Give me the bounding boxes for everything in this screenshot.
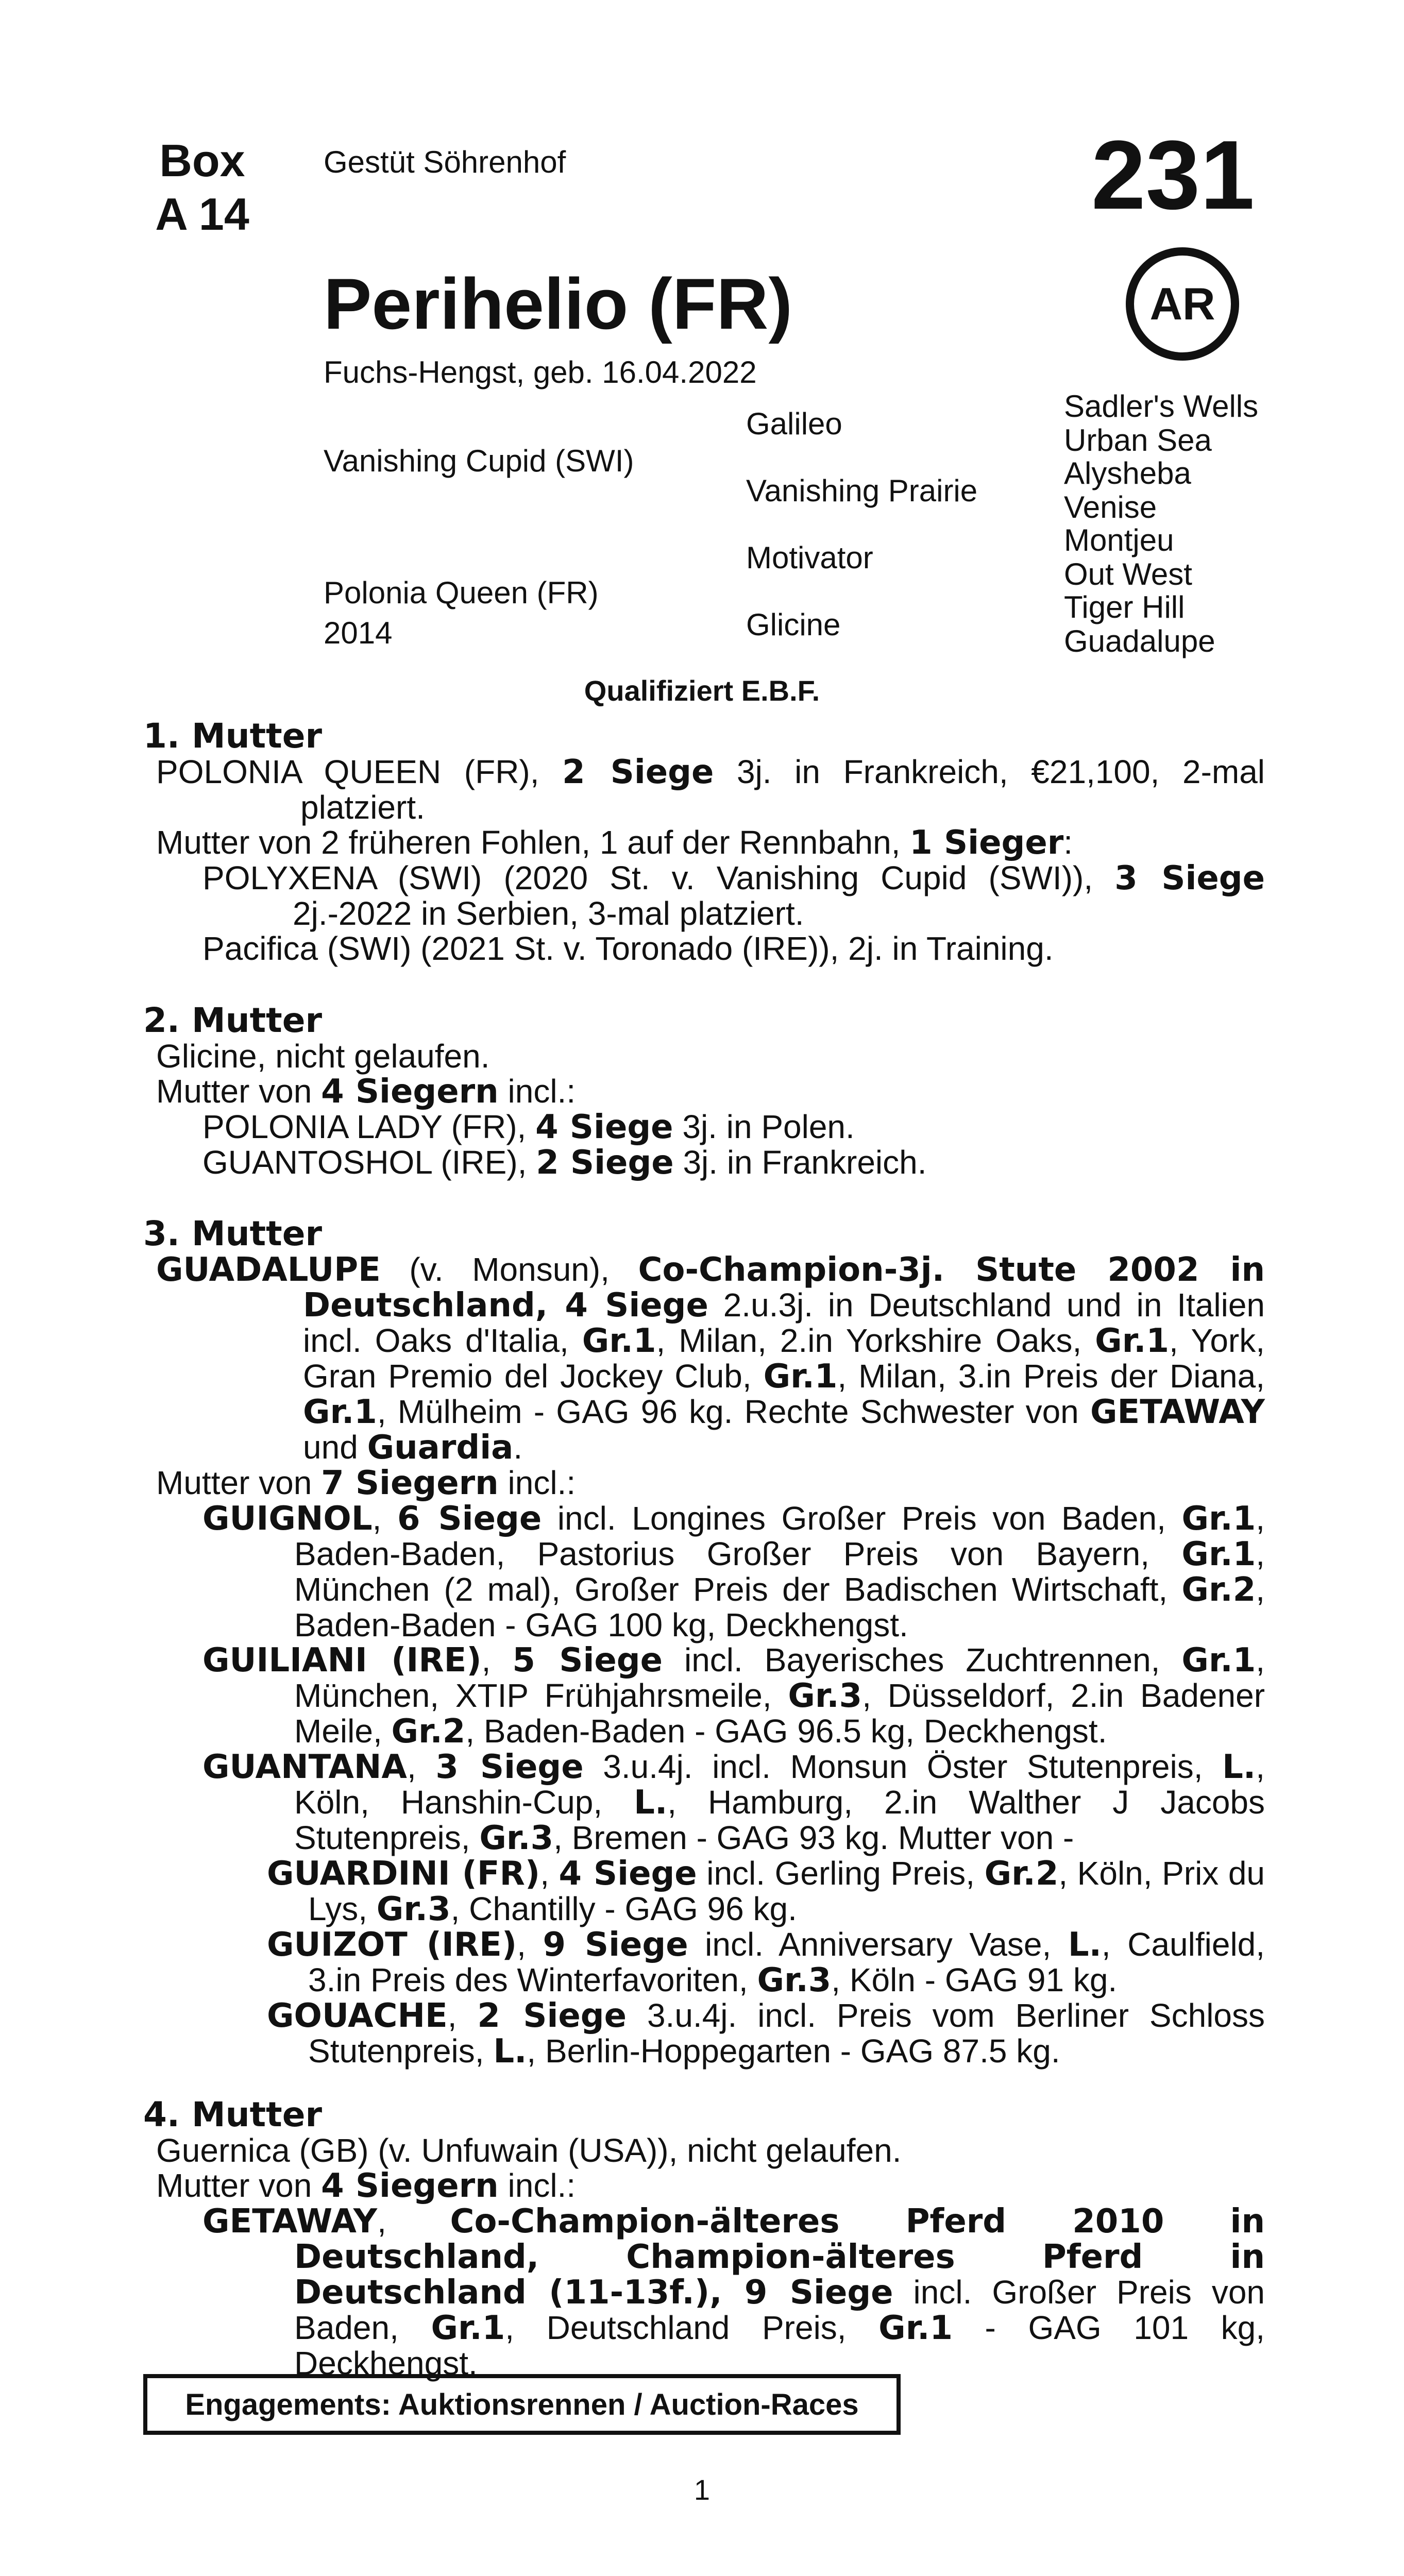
guizot-text-2: , Caulfield, 3.in Preis des Winterfavoriten, — [308, 1926, 1265, 1998]
dam3-produce-text: Mutter von — [156, 1464, 322, 1501]
dam2-produce-winners: 4 Siegern — [321, 1073, 499, 1111]
dam3-main-text-7: . — [513, 1429, 523, 1466]
guignol-text-3: , München (2 mal), Großer Preis der Badischen Wirtschaft, — [294, 1535, 1265, 1608]
guignol-text-4: , Baden-Baden - GAG 100 kg, Deckhengst. — [294, 1571, 1265, 1643]
guardini-text-2: , Köln, Prix du Lys, — [308, 1855, 1265, 1927]
dam4-produce-incl: incl.: — [498, 2167, 576, 2204]
guantana-grade-2: L. — [634, 1784, 668, 1822]
dam3-foal-guantana — [143, 1749, 1265, 1856]
guardini-grade-2: Gr.3 — [376, 1890, 451, 1928]
dam1-section — [143, 718, 1265, 966]
pedigree-dam-dam: Glicine — [746, 607, 841, 642]
guignol-wins: 6 Siege — [397, 1500, 542, 1538]
guantana-grade-3: Gr.3 — [479, 1819, 554, 1857]
guardini-text-1: incl. Gerling Preis, — [697, 1855, 985, 1892]
guizot-text-1: incl. Anniversary Vase, — [688, 1926, 1068, 1963]
guiliani-grade-1: Gr.1 — [1181, 1641, 1256, 1680]
dam3-foal-guignol — [143, 1501, 1265, 1642]
guardini-grade-1: Gr.2 — [984, 1855, 1059, 1893]
guiliani-text-1: incl. Bayerisches Zuchtrennen, — [663, 1641, 1182, 1679]
dam1-main-wins: 2 Siege — [562, 753, 714, 791]
guardini-text-0: , — [540, 1855, 559, 1892]
box-label-text: Box — [159, 135, 245, 186]
guizot-wins: 9 Siege — [543, 1926, 688, 1964]
engagements-text: Engagements: Auktionsrennen / Auction-Races — [185, 2387, 859, 2421]
dam3-main-text-4: , Milan, 3.in Preis der Diana, — [837, 1358, 1265, 1395]
dam1-foal-2: Pacifica (SWI) (2021 St. v. Toronado (IRE)), 2j. in Training. — [202, 930, 1054, 967]
dam3-produce — [143, 1465, 1265, 1501]
gouache-text-0: , — [447, 1997, 478, 2034]
dam4-heading: 4. Mutter — [143, 2095, 323, 2134]
pedigree-sire-sire: Galileo — [746, 406, 842, 441]
guizot-text-3: , Köln - GAG 91 kg. — [831, 1961, 1118, 1998]
guardini-wins: 4 Siege — [559, 1855, 697, 1893]
dam3-main-sibling-1: GETAWAY — [1090, 1393, 1265, 1431]
dam4-produce-text: Mutter von — [156, 2167, 322, 2204]
dam2-foal-2-name: GUANTOSHOL (IRE), — [202, 1144, 536, 1181]
guizot-text-0: , — [517, 1926, 543, 1963]
guizot-grade-2: Gr.3 — [757, 1961, 832, 1999]
dam3-produce-incl: incl.: — [498, 1464, 576, 1501]
guizot-name: GUIZOT (IRE) — [267, 1926, 517, 1964]
dam3-main-name: GUADALUPE — [156, 1251, 381, 1289]
dam2-foal-1-name: POLONIA LADY (FR), — [202, 1108, 536, 1145]
getaway-name: GETAWAY — [202, 2202, 378, 2241]
guantana-text-4: , Bremen - GAG 93 kg. Mutter von - — [553, 1819, 1074, 1856]
dam2-produce — [143, 1074, 1265, 1109]
box-label — [155, 134, 250, 241]
dam1-produce — [143, 825, 1265, 860]
guignol-grade-2: Gr.1 — [1181, 1535, 1256, 1573]
dam1-produce-winners: 1 Sieger — [909, 824, 1064, 862]
guiliani-grade-3: Gr.2 — [391, 1713, 466, 1751]
dam2-foal-1-wins: 4 Siege — [535, 1108, 673, 1146]
guiliani-text-2: , München, XTIP Frühjahrsmeile, — [294, 1641, 1265, 1714]
dam4-main: Guernica (GB) (v. Unfuwain (USA)), nicht gelaufen. — [156, 2132, 902, 2169]
dam1-main-rest: 3j. in Frankreich, €21,100, 2-mal platziert. — [300, 753, 1265, 826]
dam3-foal-guardini — [143, 1856, 1265, 1927]
dam2-produce-text: Mutter von — [156, 1073, 322, 1110]
guignol-text-2: , Baden-Baden, Pastorius Großer Preis von Bayern, — [294, 1500, 1265, 1572]
dam4-section — [143, 2097, 1265, 2381]
dam3-main-grade-2: Gr.1 — [1095, 1322, 1169, 1360]
pedigree-dam: Polonia Queen (FR) — [324, 575, 599, 610]
guantana-text-2: , Köln, Hanshin-Cup, — [294, 1748, 1265, 1821]
dam4-foal-getaway — [143, 2204, 1265, 2381]
dam3-foal-gouache — [143, 1998, 1265, 2069]
pedigree-ggen-8: Guadalupe — [1064, 624, 1215, 658]
guiliani-grade-2: Gr.3 — [788, 1677, 862, 1715]
dam2-main: Glicine, nicht gelaufen. — [156, 1038, 490, 1075]
guantana-name: GUANTANA — [202, 1748, 407, 1786]
pedigree-ggen-7: Tiger Hill — [1064, 590, 1185, 624]
dam1-foal-1-name: POLYXENA (SWI) (2020 St. v. Vanishing Cupid (SWI)), — [202, 859, 1115, 896]
gouache-text-2: , Berlin-Hoppegarten - GAG 87.5 kg. — [527, 2032, 1060, 2070]
dam2-foal-1-rest: 3j. in Polen. — [673, 1108, 855, 1145]
getaway-grade-2: Gr.1 — [878, 2309, 953, 2347]
dam3-main-title: Co-Champion-3j. Stute 2002 in Deutschland, 4 Siege — [303, 1251, 1265, 1325]
guiliani-text-0: , — [481, 1641, 513, 1679]
guignol-grade-1: Gr.1 — [1181, 1500, 1256, 1538]
dam3-main-text-1: 2.u.3j. in Deutschland und in Italien incl. Oaks d'Italia, — [303, 1286, 1265, 1359]
dam1-produce-colon: : — [1063, 824, 1073, 861]
guiliani-text-3: , Düsseldorf, 2.in Badener Meile, — [294, 1677, 1265, 1750]
pedigree-dam-year: 2014 — [324, 616, 393, 650]
horse-description: Fuchs-Hengst, geb. 16.04.2022 — [324, 355, 757, 389]
dam1-foal-1-rest: 2j.-2022 in Serbien, 3-mal platziert. — [293, 895, 804, 932]
box-number: A 14 — [155, 189, 249, 240]
getaway-text-2: , Deutschland Preis, — [505, 2309, 879, 2346]
pedigree-ggen-6: Out West — [1064, 557, 1192, 591]
pedigree-ggen-5: Montjeu — [1064, 523, 1174, 557]
dam1-heading: 1. Mutter — [143, 716, 323, 756]
pedigree-dam-sire: Motivator — [746, 540, 873, 575]
qualification: Qualifiziert E.B.F. — [584, 674, 820, 707]
dam1-foal-1-wins: 3 Siege — [1114, 859, 1265, 897]
guiliani-name: GUILIANI (IRE) — [202, 1641, 482, 1680]
dam2-heading: 2. Mutter — [143, 1001, 323, 1040]
guiliani-text-4: , Baden-Baden - GAG 96.5 kg, Deckhengst. — [465, 1713, 1107, 1750]
engagements-box — [143, 2374, 901, 2435]
guantana-wins: 3 Siege — [435, 1748, 584, 1786]
horse-name: Perihelio (FR) — [324, 263, 793, 344]
page-number: 1 — [693, 2473, 711, 2506]
guiliani-wins: 5 Siege — [512, 1641, 663, 1680]
guignol-text-1: incl. Longines Großer Preis von Baden, — [542, 1500, 1182, 1537]
dam4-produce-winners: 4 Siegern — [321, 2167, 499, 2205]
guignol-name: GUIGNOL — [202, 1500, 373, 1538]
breeder: Gestüt Söhrenhof — [324, 145, 566, 179]
getaway-text-1: incl. Großer Preis von Baden, — [294, 2274, 1265, 2346]
pedigree-ggen-4: Venise — [1064, 490, 1157, 524]
dam3-heading: 3. Mutter — [143, 1214, 323, 1253]
guignol-text-0: , — [372, 1500, 397, 1537]
lot-number: 231 — [1091, 121, 1255, 230]
dam1-main-name: POLONIA QUEEN (FR), — [156, 753, 563, 790]
gouache-wins: 2 Siege — [477, 1997, 627, 2035]
pedigree-ggen-3: Alysheba — [1064, 456, 1191, 490]
gouache-text-1: 3.u.4j. incl. Preis vom Berliner Schloss Stutenpreis, — [308, 1997, 1265, 2070]
dam3-main-grade-4: Gr.1 — [303, 1393, 377, 1431]
dam2-foal-2-wins: 2 Siege — [536, 1144, 674, 1182]
dam3-section — [143, 1216, 1265, 2069]
ar-badge — [1126, 247, 1239, 361]
dam2-foal-1 — [143, 1109, 1265, 1145]
dam3-main-text-6: und — [303, 1429, 367, 1466]
dam3-main-sibling-2: Guardia — [367, 1429, 514, 1467]
getaway-title: Co-Champion-älteres Pferd 2010 in Deutschland, Champion-älteres Pferd in Deutschland (11-13f.), 9 Siege — [294, 2202, 1265, 2312]
dam1-produce-text: Mutter von 2 früheren Fohlen, 1 auf der Rennbahn, — [156, 824, 910, 861]
guantana-text-3: , Hamburg, 2.in Walther J Jacobs Stutenpreis, — [294, 1784, 1265, 1856]
dam1-foal-1 — [143, 860, 1265, 931]
dam3-foal-guiliani — [143, 1642, 1265, 1749]
getaway-text-0: , — [377, 2202, 450, 2240]
getaway-text-3: - GAG 101 kg, Deckhengst. — [294, 2309, 1265, 2382]
gouache-name: GOUACHE — [267, 1997, 448, 2035]
pedigree-sire: Vanishing Cupid (SWI) — [324, 444, 634, 478]
dam3-main-text-2: , Milan, 2.in Yorkshire Oaks, — [656, 1322, 1095, 1359]
dam4-produce — [143, 2168, 1265, 2204]
dam2-foal-2 — [143, 1145, 1265, 1180]
getaway-grade-1: Gr.1 — [431, 2309, 505, 2347]
dam3-foal-guizot — [143, 1927, 1265, 1998]
gouache-grade-1: L. — [493, 2032, 527, 2071]
dam3-produce-winners: 7 Siegern — [321, 1464, 499, 1502]
guantana-text-0: , — [407, 1748, 436, 1785]
dam2-section — [143, 1003, 1265, 1180]
dam1-main — [143, 754, 1265, 825]
guantana-grade-1: L. — [1222, 1748, 1256, 1786]
pedigree-ggen-1: Sadler's Wells — [1064, 389, 1259, 423]
dam2-produce-incl: incl.: — [498, 1073, 576, 1110]
guignol-grade-3: Gr.2 — [1181, 1571, 1256, 1609]
dam3-main-text-5: , Mülheim - GAG 96 kg. Rechte Schwester von — [377, 1393, 1090, 1430]
pedigree-ggen-2: Urban Sea — [1064, 423, 1212, 457]
dam3-main-text-3: , York, Gran Premio del Jockey Club, — [303, 1322, 1265, 1395]
dam3-main-sire: (v. Monsun), — [380, 1251, 638, 1288]
guantana-text-1: 3.u.4j. incl. Monsun Öster Stutenpreis, — [583, 1748, 1223, 1785]
dam3-main — [143, 1252, 1265, 1465]
dam3-main-grade-1: Gr.1 — [582, 1322, 656, 1360]
guizot-grade-1: L. — [1068, 1926, 1102, 1964]
ar-badge-text: AR — [1149, 278, 1215, 329]
pedigree-sire-dam: Vanishing Prairie — [746, 473, 978, 508]
guardini-text-3: , Chantilly - GAG 96 kg. — [450, 1890, 797, 1927]
dam2-foal-2-rest: 3j. in Frankreich. — [673, 1144, 927, 1181]
dam3-main-grade-3: Gr.1 — [763, 1358, 838, 1396]
guardini-name: GUARDINI (FR) — [267, 1855, 540, 1893]
